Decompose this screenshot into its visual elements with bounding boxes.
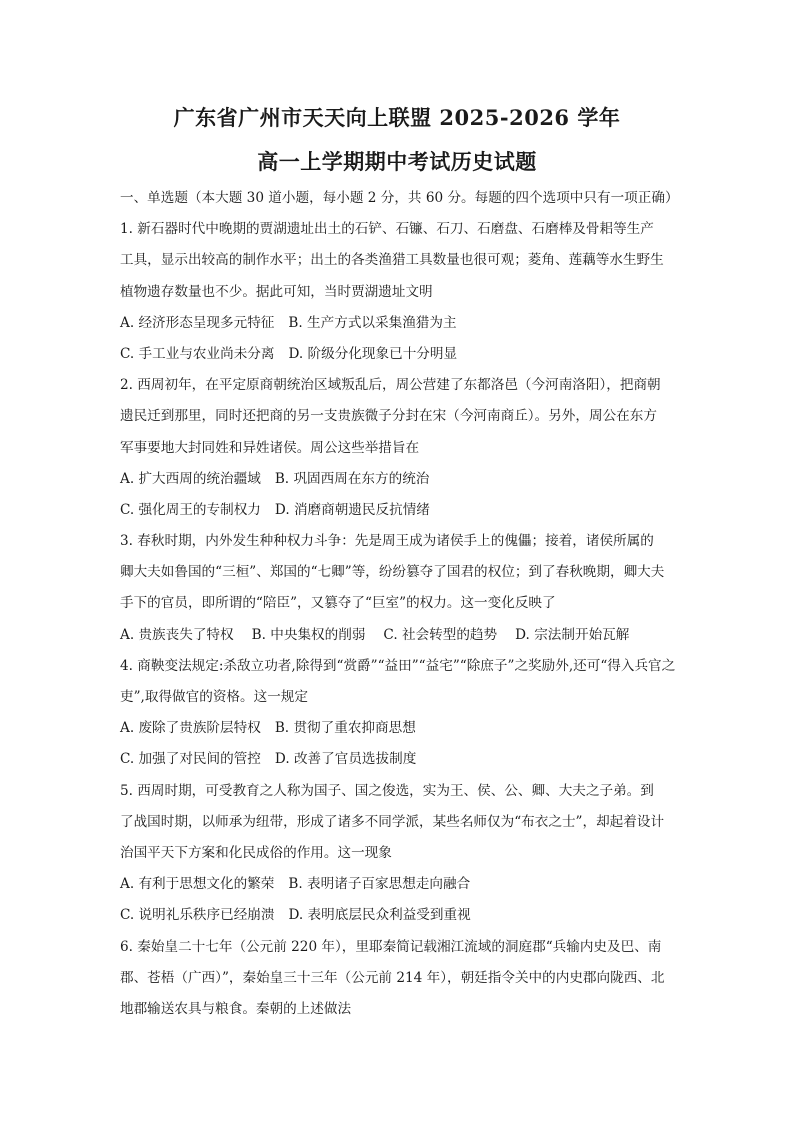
exam-title-line2: 高一上学期期中考试历史试题	[257, 149, 537, 174]
answer-option: D. 表明底层民众利益受到重视	[288, 907, 471, 924]
question-list	[120, 214, 680, 1025]
answer-option: B. 巩固西周在东方的统治	[274, 470, 430, 487]
question-text-line: 1. 新石器时代中晚期的贾湖遗址出土的石铲、石镰、石刀、石磨盘、石磨棒及骨耜等生产	[120, 221, 654, 238]
question-text-line: 了战国时期，以师承为纽带，形成了诸多不同学派，某些名师仅为“布衣之士”，却起着设计	[120, 813, 665, 830]
section-heading: 一、单选题（本大题 30 道小题，每小题 2 分，共 60 分。每题的四个选项中只有一项正确）	[120, 190, 679, 206]
question-2	[120, 370, 680, 526]
question-text-line: 植物遗存数量也不少。据此可知，当时贾湖遗址文明	[120, 283, 433, 300]
question-text-line: 郡、苍梧（广西）”，秦始皇三十三年（公元前 214 年），朝廷指令关中的内史郡向陇西、北	[120, 969, 665, 986]
answer-option: B. 表明诸子百家思想走向融合	[288, 876, 471, 893]
option-row	[120, 713, 680, 744]
question-text-line: 手下的官员，即所谓的“陪臣”，又篡夺了“巨室”的权力。这一变化反映了	[120, 595, 556, 612]
answer-option: A. 贵族丧失了特权	[120, 626, 234, 643]
option-row	[120, 464, 680, 495]
answer-option: C. 社会转型的趋势	[383, 626, 498, 643]
option-row	[120, 744, 680, 775]
question-text-line: 6. 秦始皇二十七年（公元前 220 年），里耶秦简记载湘江流域的洞庭郡“兵输内史及巴、南	[120, 938, 662, 955]
answer-option: C. 加强了对民间的管控	[120, 751, 261, 768]
option-row	[120, 495, 680, 526]
question-text-line: 2. 西周初年，在平定原商朝统治区域叛乱后，周公营建了东都洛邑（今河南洛阳），把商朝	[120, 377, 661, 394]
question-3	[120, 526, 680, 651]
answer-option: B. 中央集权的削弱	[251, 626, 366, 643]
answer-option: D. 改善了官员选拔制度	[274, 751, 417, 768]
answer-option: D. 阶级分化现象已十分明显	[288, 345, 458, 362]
answer-option: A. 有利于思想文化的繁荣	[120, 876, 275, 893]
question-4	[120, 651, 680, 776]
answer-option: C. 强化周王的专制权力	[120, 501, 261, 518]
answer-option: A. 废除了贵族阶层特权	[120, 720, 261, 737]
option-row	[120, 339, 680, 370]
exam-title-line1: 广东省广州市天天向上联盟 2025-2026 学年	[173, 105, 621, 130]
answer-option: B. 贯彻了重农抑商思想	[274, 720, 416, 737]
answer-option: C. 说明礼乐秩序已经崩溃	[120, 907, 275, 924]
question-text-line: 地郡输送农具与粮食。秦朝的上述做法	[120, 1000, 352, 1017]
option-row	[120, 869, 680, 900]
question-6	[120, 932, 680, 1026]
question-text-line: 遗民迁到那里，同时还把商的另一支贵族微子分封在宋（今河南商丘）。另外，周公在东方	[120, 408, 657, 425]
option-row	[120, 620, 680, 651]
question-text-line: 治国平天下方案和化民成俗的作用。这一现象	[120, 844, 392, 861]
answer-option: D. 消磨商朝遗民反抗情绪	[274, 501, 430, 518]
question-text-line: 4. 商鞅变法规定:杀敌立功者,除得到“赏爵”“益田”“益宅”“除庶子”之奖励外,还可“得入兵官之	[120, 657, 676, 674]
answer-option: A. 扩大西周的统治疆域	[120, 470, 261, 487]
question-text-line: 3. 春秋时期，内外发生种种权力斗争：先是周王成为诸侯手上的傀儡；接着，诸侯所属的	[120, 533, 654, 550]
question-text-line: 军事要地大封同姓和异姓诸侯。周公这些举措旨在	[120, 439, 420, 456]
option-row	[120, 900, 680, 931]
answer-option: A. 经济形态呈现多元特征	[120, 314, 275, 331]
question-5	[120, 776, 680, 932]
option-row	[120, 308, 680, 339]
exam-body	[120, 183, 680, 1025]
question-text-line: 5. 西周时期，可受教育之人称为国子、国之俊选，实为王、侯、公、卿、大夫之子弟。到	[120, 782, 654, 799]
question-text-line: 吏”,取得做官的资格。这一规定	[120, 689, 308, 705]
answer-option: D. 宗法制开始瓦解	[515, 626, 630, 643]
answer-option: C. 手工业与农业尚未分离	[120, 345, 275, 362]
question-1	[120, 214, 680, 370]
question-text-line: 卿大夫如鲁国的“三桓”、郑国的“七卿”等，纷纷篡夺了国君的权位；到了春秋晚期，卿大夫	[120, 564, 665, 581]
question-text-line: 工具，显示出较高的制作水平；出土的各类渔猎工具数量也很可观；菱角、莲藕等水生野生	[120, 252, 664, 269]
answer-option: B. 生产方式以采集渔猎为主	[288, 314, 457, 331]
